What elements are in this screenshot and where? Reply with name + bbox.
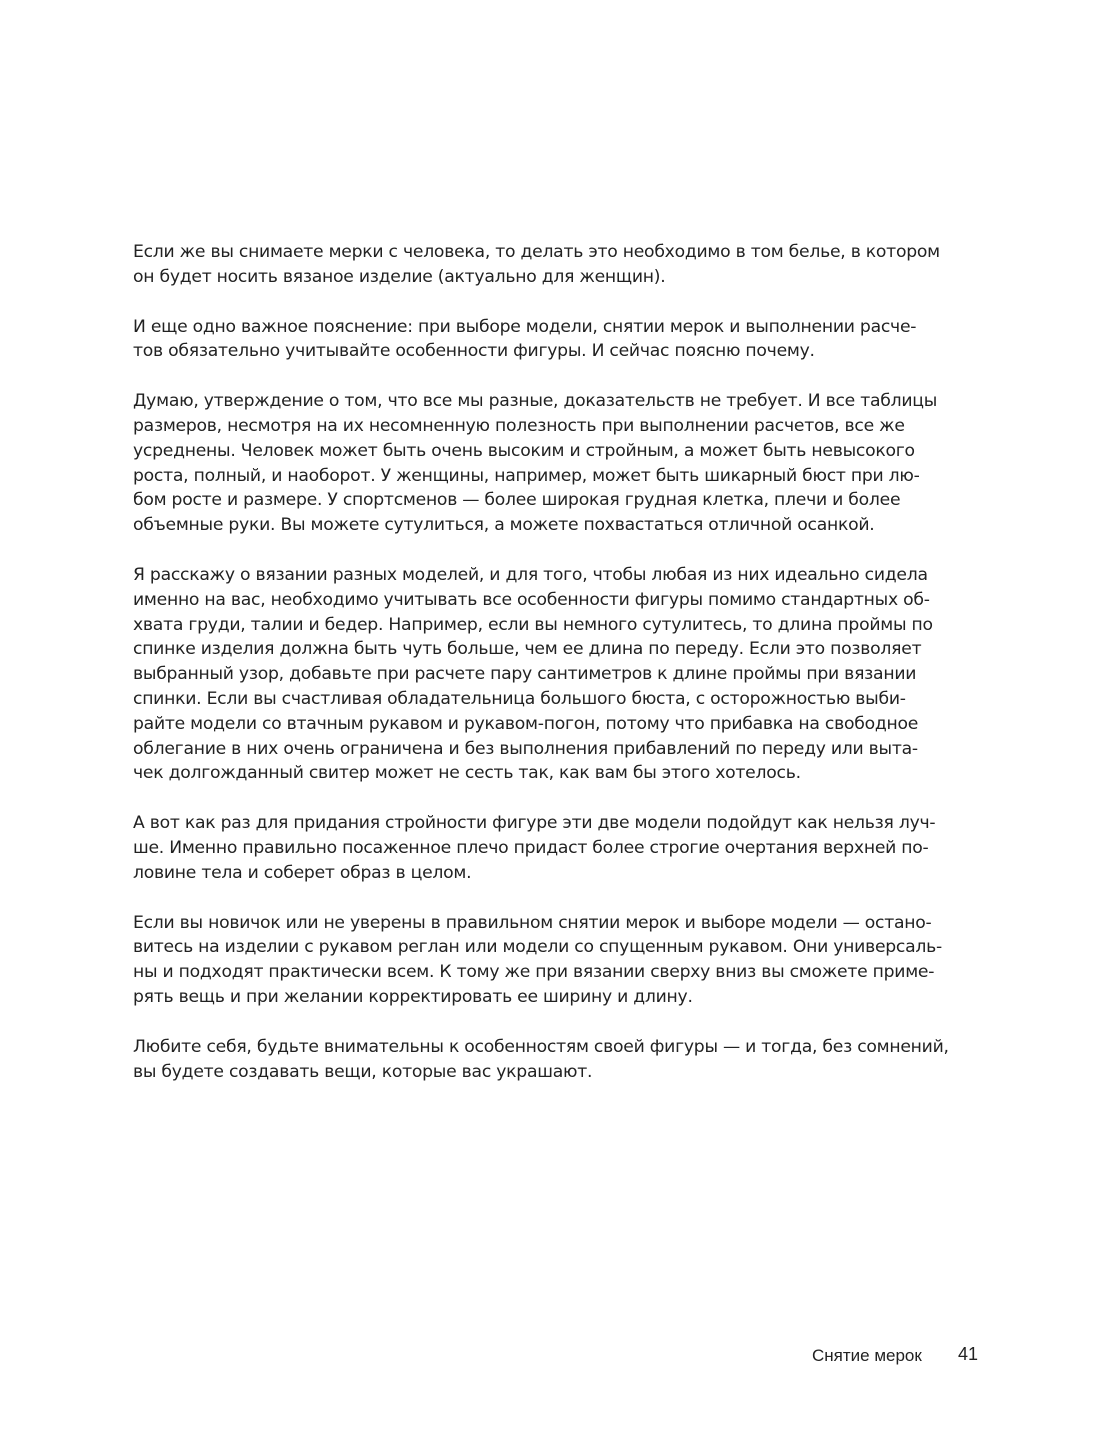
text-line: объемные руки. Вы можете сутулиться, а можете похвастаться отличной осанкой. [133,515,875,536]
text-line: роста, полный, и наоборот. У женщины, например, может быть шикарный бюст при лю- [133,465,920,486]
text-line: Любите себя, будьте внимательны к особенностям своей фигуры — и тогда, без сомнений, [133,1036,949,1057]
text-line: хвата груди, талии и бедер. Например, если вы немного сутулитесь, то длина проймы по [133,614,933,635]
text-line: ны и подходят практически всем. К тому же при вязании сверху вниз вы сможете приме- [133,962,935,983]
paragraph-6 [133,911,963,1010]
text-line: спинке изделия должна быть чуть больше, чем ее длина по переду. Если это позволяет [133,639,922,660]
text-line: ловине тела и соберет образ в целом. [133,862,472,883]
text-line: именно на вас, необходимо учитывать все особенности фигуры помимо стандартных об- [133,589,930,610]
text-line: витесь на изделии с рукавом реглан или модели со спущенным рукавом. Они универсаль- [133,937,942,958]
text-line: чек долгожданный свитер может не сесть так, как вам бы этого хотелось. [133,763,801,784]
running-footer-title: Снятие мерок [812,1346,922,1365]
text-line: облегание в них очень ограничена и без выполнения прибавлений по переду или выта- [133,738,918,759]
text-line: тов обязательно учитывайте особенности фигуры. И сейчас поясню почему. [133,341,815,362]
text-line: Если вы новичок или не уверены в правильном снятии мерок и выборе модели — остано- [133,912,932,933]
text-line: бом росте и размере. У спортсменов — более широкая грудная клетка, плечи и более [133,490,901,511]
page-number: 41 [958,1344,979,1364]
text-line: Я расскажу о вязании разных моделей, и для того, чтобы любая из них идеально сидела [133,564,928,585]
text-line: райте модели со втачным рукавом и рукавом-погон, потому что прибавка на свободное [133,713,919,734]
text-line: Думаю, утверждение о том, что все мы разные, доказательств не требует. И все таблицы [133,391,938,412]
text-line: спинки. Если вы счастливая обладательница большого бюста, с осторожностью выби- [133,688,906,709]
text-line: А вот как раз для придания стройности фигуре эти две модели подойдут как нельзя луч- [133,813,936,834]
paragraph-4 [133,563,963,786]
paragraph-1 [133,240,963,290]
text-line: рять вещь и при желании корректировать ее ширину и длину. [133,986,693,1007]
text-line: Если же вы снимаете мерки с человека, то делать это необходимо в том белье, в котором [133,242,940,262]
text-line: И еще одно важное пояснение: при выборе модели, снятии мерок и выполнении расче- [133,316,917,337]
body-text [133,240,963,1109]
text-line: выбранный узор, добавьте при расчете пару сантиметров к длине проймы при вязании [133,664,917,685]
text-line: размеров, несмотря на их несомненную полезность при выполнении расчетов, все же [133,415,905,436]
paragraph-3 [133,389,963,538]
text-line: он будет носить вязаное изделие (актуально для женщин). [133,266,666,287]
paragraph-2 [133,315,963,365]
text-line: ше. Именно правильно посаженное плечо придаст более строгие очертания верхней по- [133,837,929,858]
paragraph-7 [133,1035,963,1085]
text-line: вы будете создавать вещи, которые вас украшают. [133,1061,593,1082]
text-line: усреднены. Человек может быть очень высоким и стройным, а может быть невысокого [133,440,915,461]
paragraph-5 [133,811,963,885]
